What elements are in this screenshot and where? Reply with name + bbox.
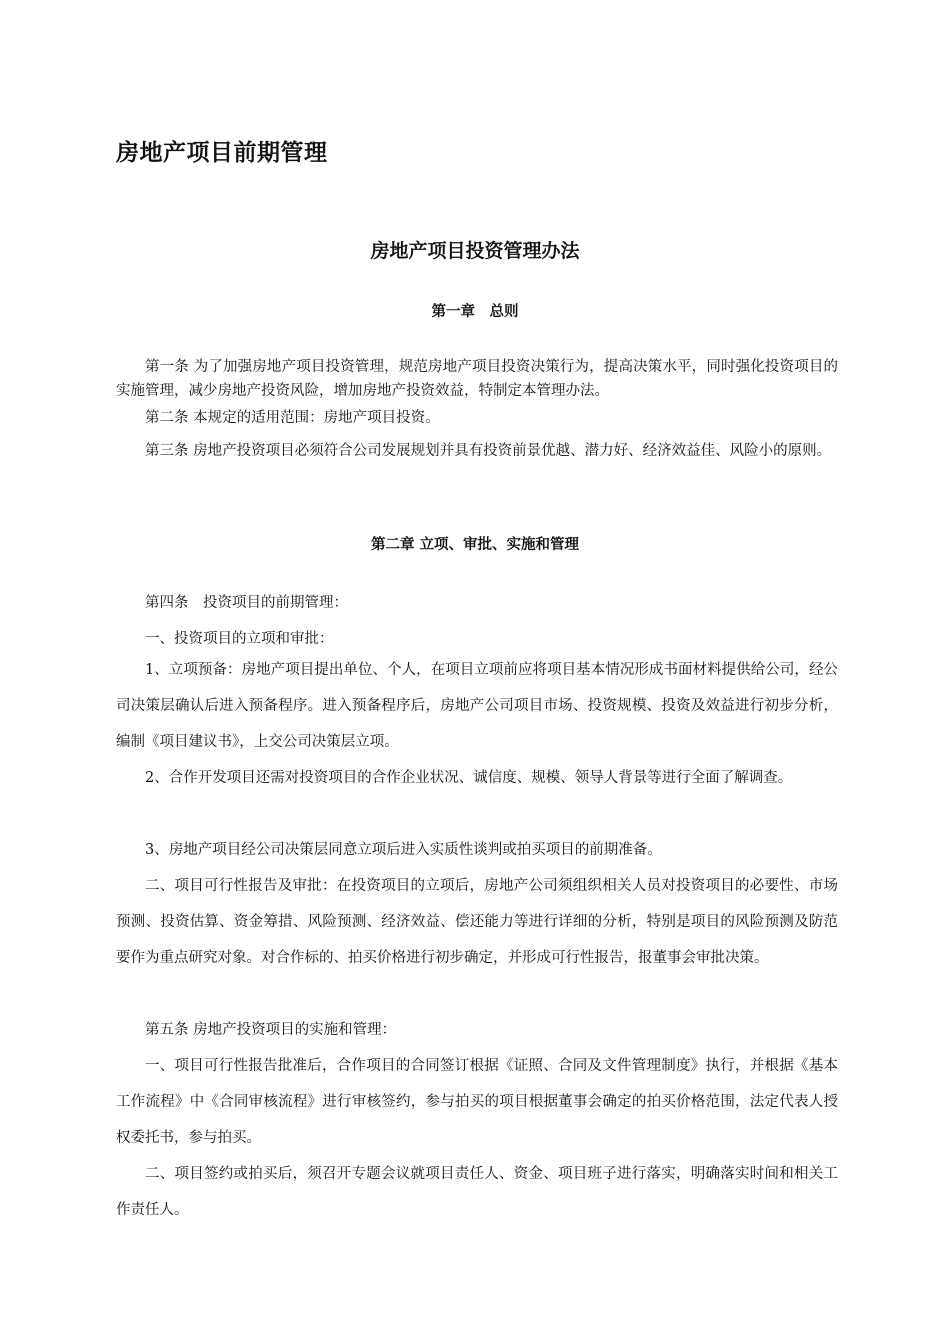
document-title: 房地产项目前期管理 [116, 140, 328, 166]
list-item: 2、合作开发项目还需对投资项目的合作企业状况、诚信度、规模、领导人背景等进行全面了解调查。 [145, 770, 793, 786]
chapter-heading: 第二章 立项、审批、实施和管理 [370, 537, 580, 553]
article-paragraph: 第五条 房地产投资项目的实施和管理： [145, 1022, 397, 1038]
list-item: 1、立项预备：房地产项目提出单位、个人，在项目立项前应将项目基本情况形成书面材料提供给公司，经公司决策层确认后进入预备程序。进入预备程序后，房地产公司项目市场、投资规模、投资及效益进行初步分析，编制《项目建议书》，上交公司决策层立项。 [116, 662, 838, 750]
list-item: 二、项目签约或拍买后，须召开专题会议就项目责任人、资金、项目班子进行落实，明确落实时间和相关工作责任人。 [116, 1166, 838, 1218]
article-paragraph: 第一条 为了加强房地产项目投资管理，规范房地产项目投资决策行为，提高决策水平，同时强化投资项目的实施管理，减少房地产投资风险，增加房地产投资效益，特制定本管理办法。 [116, 359, 838, 399]
article-paragraph: 第二条 本规定的适用范围：房地产项目投资。 [145, 410, 440, 426]
list-item: 3、房地产项目经公司决策层同意立项后进入实质性谈判或拍买项目的前期准备。 [145, 842, 662, 858]
list-item: 一、项目可行性报告批准后，合作项目的合同签订根据《证照、合同及文件管理制度》执行，并根据《基本工作流程》中《合同审核流程》进行审核签约，参与拍买的项目根据董事会确定的拍买价格范围，法定代表人授权委托书，参与拍买。 [116, 1058, 838, 1146]
document-subtitle: 房地产项目投资管理办法 [370, 240, 580, 262]
article-paragraph: 第四条 投资项目的前期管理： [145, 595, 348, 611]
list-item: 二、项目可行性报告及审批：在投资项目的立项后，房地产公司须组织相关人员对投资项目的必要性、市场预测、投资估算、资金筹措、风险预测、经济效益、偿还能力等进行详细的分析，特别是项目的风险预测及防范要作为重点研究对象。对合作标的、拍买价格进行初步确定，并形成可行性报告，报董事会审批决策。 [116, 878, 838, 966]
list-item: 一、投资项目的立项和审批： [145, 631, 334, 647]
article-paragraph: 第三条 房地产投资项目必须符合公司发展规划并具有投资前景优越、潜力好、经济效益佳、风险小的原则。 [145, 443, 832, 459]
chapter-heading: 第一章 总则 [431, 304, 519, 320]
